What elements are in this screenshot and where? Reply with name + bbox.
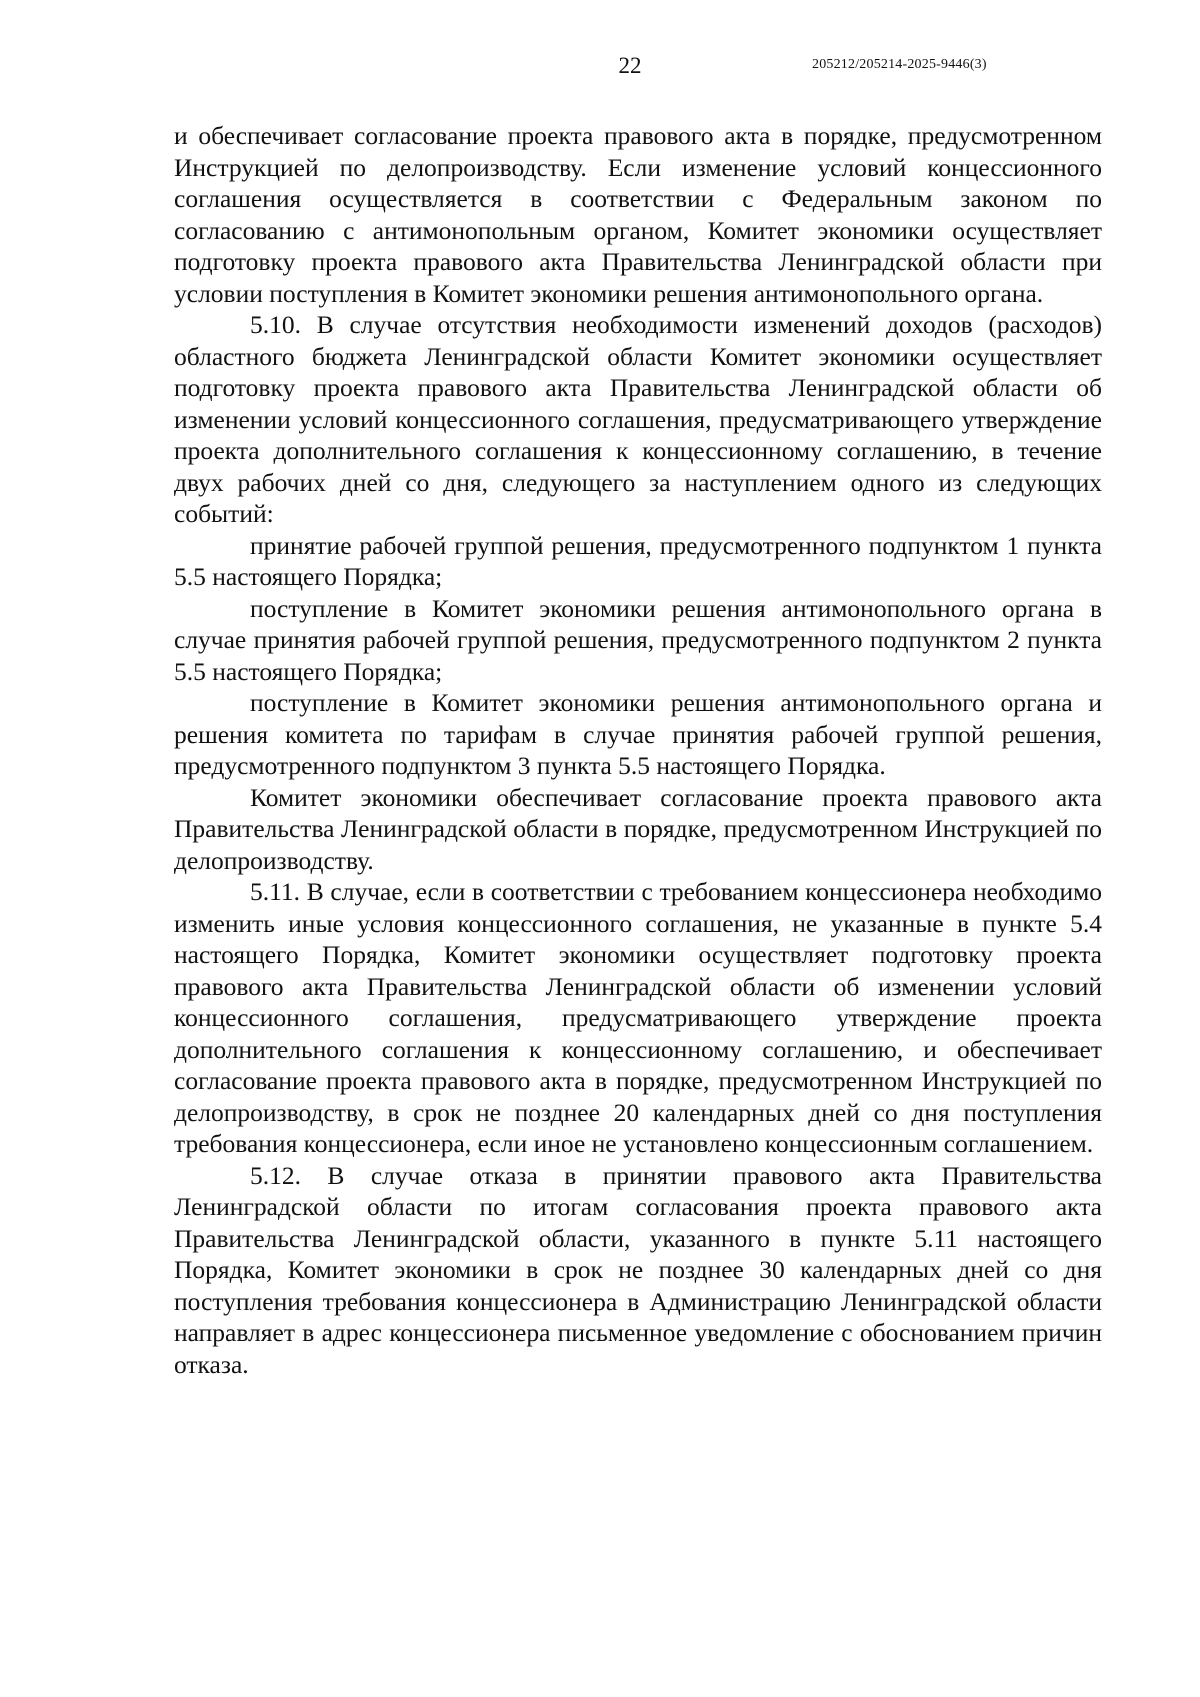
document-body [174,120,1102,1380]
paragraph-approval: Комитет экономики обеспечивает согласование проекта правового акта Правительства Ленинградской области в порядке, предусмотренном Инструкцией по делопроизводству. [174,782,1102,875]
paragraph-5-11: 5.11. В случае, если в соответствии с требованием концессионера необходимо изменить иные условия концессионного соглашения, не указанные в пункте 5.4 настоящего Порядка, Комитет экономики осуществляет подготовку проекта правового акта Правительства Ленинградской области об изменении условий концессионного соглашения, предусматривающего утверждение проекта дополнительного соглашения к концессионному соглашению, и обеспечивает согласование проекта правового акта в порядке, предусмотренном Инструкцией по делопроизводству, в срок не позднее 20 календарных дней со дня поступления требования концессионера, если иное не установлено концессионным соглашением. [174,877,1102,1158]
paragraph-5-12: 5.12. В случае отказа в принятии правового акта Правительства Ленинградской области по итогам согласования проекта правового акта Правительства Ленинградской области, указанного в пункте 5.11 настоящего Порядка, Комитет экономики в срок не позднее 30 календарных дней со дня поступления требования концессионера в Администрацию Ленинградской области направляет в адрес концессионера письменное уведомление с обоснованием причин отказа. [174,1160,1102,1379]
list-item-event-1: принятие рабочей группой решения, предусмотренного подпунктом 1 пункта 5.5 настоящего Порядка; [174,530,1102,591]
document-id: 205212/205214-2025-9446(3) [812,57,987,72]
list-item-event-2: поступление в Комитет экономики решения антимонопольного органа в случае принятия рабочей группой решения, предусмотренного подпунктом 2 пункта 5.5 настоящего Порядка; [174,593,1102,686]
paragraph-continuation: и обеспечивает согласование проекта правового акта в порядке, предусмотренном Инструкцией по делопроизводству. Если изменение условий концессионного соглашения осуществляется в соответствии с Федеральным законом по согласованию с антимонопольным органом, Комитет экономики осуществляет подготовку проекта правового акта Правительства Ленинградской области при условии поступления в Комитет экономики решения антимонопольного органа. [174,121,1102,308]
page-number: 22 [618,53,642,78]
paragraph-5-10: 5.10. В случае отсутствия необходимости изменений доходов (расходов) областного бюджета Ленинградской области Комитет экономики осуществляет подготовку проекта правового акта Правительства Ленинградской области об изменении условий концессионного соглашения, предусматривающего утверждение проекта дополнительного соглашения к концессионному соглашению, в течение двух рабочих дней со дня, следующего за наступлением одного из следующих событий: [174,310,1102,528]
page-header [0,52,1200,82]
list-item-event-3: поступление в Комитет экономики решения антимонопольного органа и решения комитета по тарифам в случае принятия рабочей группой решения, предусмотренного подпунктом 3 пункта 5.5 настоящего Порядка. [174,688,1102,780]
